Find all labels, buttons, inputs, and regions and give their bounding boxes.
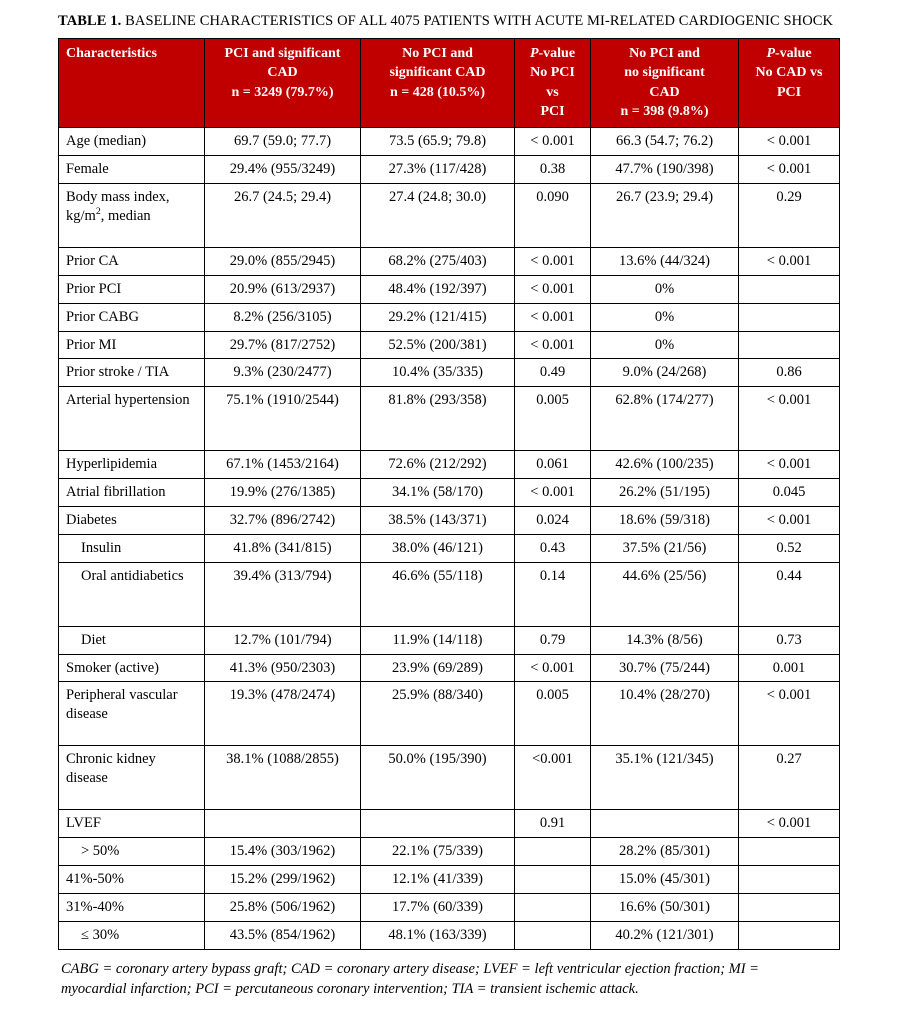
column-header-0 <box>59 39 205 128</box>
table-cell: 18.6% (59/318) <box>591 506 739 534</box>
table-cell: < 0.001 <box>739 387 840 451</box>
column-header-line: P-value <box>766 46 812 62</box>
row-label: Prior CABG <box>59 303 205 331</box>
column-header-line: PCI <box>540 104 565 120</box>
row-label: Age (median) <box>59 128 205 156</box>
table-cell: 0.005 <box>515 682 591 746</box>
table-cell <box>739 866 840 894</box>
column-header-1 <box>205 39 361 128</box>
table-cell: 27.4 (24.8; 30.0) <box>361 184 515 248</box>
table-cell: 9.0% (24/268) <box>591 359 739 387</box>
table-cell: 0.14 <box>515 562 591 626</box>
table-cell: 41.3% (950/2303) <box>205 654 361 682</box>
column-header-line: No PCI <box>530 65 575 81</box>
table-cell: 66.3 (54.7; 76.2) <box>591 128 739 156</box>
row-label: 41%-50% <box>59 866 205 894</box>
table-cell: 32.7% (896/2742) <box>205 506 361 534</box>
row-label: LVEF <box>59 810 205 838</box>
table-cell: 0.024 <box>515 506 591 534</box>
table-footnote: CABG = coronary artery bypass graft; CAD = coronary artery disease; LVEF = left ventricular ejection fraction; MI = myocardial infarction; PCI = percutaneous coronary intervention; TIA = transient ischemic attack. <box>61 960 759 997</box>
table-cell: 0.090 <box>515 184 591 248</box>
row-label: Hyperlipidemia <box>59 451 205 479</box>
table-cell: 25.9% (88/340) <box>361 682 515 746</box>
table-cell: < 0.001 <box>739 506 840 534</box>
table-cell: 23.9% (69/289) <box>361 654 515 682</box>
table-row <box>59 331 840 359</box>
column-header-line: Characteristics <box>66 46 157 62</box>
table-cell: 26.7 (23.9; 29.4) <box>591 184 739 248</box>
table-cell: 26.7 (24.5; 29.4) <box>205 184 361 248</box>
table-cell: 41.8% (341/815) <box>205 534 361 562</box>
row-label: Smoker (active) <box>59 654 205 682</box>
table-cell: < 0.001 <box>739 248 840 276</box>
column-header-line: n = 398 (9.8%) <box>620 104 709 120</box>
table-cell: 35.1% (121/345) <box>591 746 739 810</box>
table-cell: 0.43 <box>515 534 591 562</box>
table-caption <box>58 12 840 31</box>
column-header-line: P-value <box>529 46 576 62</box>
table-cell: 8.2% (256/3105) <box>205 303 361 331</box>
table-cell: 17.7% (60/339) <box>361 893 515 921</box>
column-header-4 <box>591 39 739 128</box>
table-caption-label: TABLE 1. <box>58 13 122 29</box>
table-cell: 15.4% (303/1962) <box>205 838 361 866</box>
table-caption-text: BASELINE CHARACTERISTICS OF ALL 4075 PATIENTS WITH ACUTE MI-RELATED CARDIOGENIC SHOCK <box>121 13 834 29</box>
row-label: Prior CA <box>59 248 205 276</box>
table-row <box>59 893 840 921</box>
table-cell: 62.8% (174/277) <box>591 387 739 451</box>
column-header-line: significant CAD <box>389 65 486 81</box>
table-cell: < 0.001 <box>739 682 840 746</box>
table-row <box>59 275 840 303</box>
table-row <box>59 479 840 507</box>
table-row <box>59 866 840 894</box>
column-header-line: no significant <box>624 65 705 81</box>
row-label: Diabetes <box>59 506 205 534</box>
table-cell: 13.6% (44/324) <box>591 248 739 276</box>
row-label: Prior MI <box>59 331 205 359</box>
table-cell: 0% <box>591 331 739 359</box>
table-cell: 12.7% (101/794) <box>205 626 361 654</box>
table-cell: 44.6% (25/56) <box>591 562 739 626</box>
table-cell: 29.2% (121/415) <box>361 303 515 331</box>
table-cell: 43.5% (854/1962) <box>205 921 361 949</box>
table-row <box>59 248 840 276</box>
table-cell <box>739 331 840 359</box>
row-label: Atrial fibrillation <box>59 479 205 507</box>
table-cell: 81.8% (293/358) <box>361 387 515 451</box>
table-cell: < 0.001 <box>515 654 591 682</box>
table-row <box>59 921 840 949</box>
table-cell: 27.3% (117/428) <box>361 156 515 184</box>
baseline-characteristics-table <box>58 38 840 949</box>
row-label: Arterial hypertension <box>59 387 205 451</box>
table-cell: 11.9% (14/118) <box>361 626 515 654</box>
table-cell: 0.49 <box>515 359 591 387</box>
table-row <box>59 303 840 331</box>
table-cell: 10.4% (28/270) <box>591 682 739 746</box>
row-label: Oral antidiabetics <box>59 562 205 626</box>
table-cell: 39.4% (313/794) <box>205 562 361 626</box>
table-cell <box>205 810 361 838</box>
table-cell: < 0.001 <box>739 128 840 156</box>
table-cell: < 0.001 <box>515 128 591 156</box>
table-cell: 0.061 <box>515 451 591 479</box>
table-row <box>59 387 840 451</box>
table-cell: 0.86 <box>739 359 840 387</box>
table-cell: 0.44 <box>739 562 840 626</box>
table-row <box>59 359 840 387</box>
column-header-line: No PCI and <box>629 46 700 62</box>
table-cell: 29.4% (955/3249) <box>205 156 361 184</box>
row-label: Chronic kidney disease <box>59 746 205 810</box>
table-cell: 30.7% (75/244) <box>591 654 739 682</box>
table-cell: < 0.001 <box>515 479 591 507</box>
table-row <box>59 810 840 838</box>
table-row <box>59 506 840 534</box>
table-row <box>59 562 840 626</box>
row-label: Diet <box>59 626 205 654</box>
row-label: ≤ 30% <box>59 921 205 949</box>
table-cell: 46.6% (55/118) <box>361 562 515 626</box>
table-row <box>59 156 840 184</box>
table-cell: 0.29 <box>739 184 840 248</box>
table-cell: 0.045 <box>739 479 840 507</box>
table-cell: < 0.001 <box>515 303 591 331</box>
table-cell: 50.0% (195/390) <box>361 746 515 810</box>
table-cell: 38.5% (143/371) <box>361 506 515 534</box>
table-row <box>59 682 840 746</box>
row-label: Peripheral vascular disease <box>59 682 205 746</box>
table-row <box>59 626 840 654</box>
column-header-line: PCI and significant <box>224 46 341 62</box>
table-cell: 38.0% (46/121) <box>361 534 515 562</box>
column-header-line: n = 3249 (79.7%) <box>231 84 334 100</box>
row-label: Insulin <box>59 534 205 562</box>
table-cell: 29.0% (855/2945) <box>205 248 361 276</box>
table-header <box>59 39 840 128</box>
table-header-row <box>59 39 840 128</box>
table-cell: < 0.001 <box>739 810 840 838</box>
italic-p: P <box>766 46 775 62</box>
column-header-line: vs <box>546 84 559 100</box>
table-cell: 75.1% (1910/2544) <box>205 387 361 451</box>
column-header-line: CAD <box>649 84 680 100</box>
table-cell: 40.2% (121/301) <box>591 921 739 949</box>
table-cell: < 0.001 <box>739 156 840 184</box>
table-cell: 28.2% (85/301) <box>591 838 739 866</box>
table-cell: < 0.001 <box>515 331 591 359</box>
table-cell: 38.1% (1088/2855) <box>205 746 361 810</box>
table-cell: 0.27 <box>739 746 840 810</box>
table-row <box>59 534 840 562</box>
table-cell <box>515 866 591 894</box>
row-label: Female <box>59 156 205 184</box>
table-cell <box>591 810 739 838</box>
table-cell: 48.1% (163/339) <box>361 921 515 949</box>
table-cell: 48.4% (192/397) <box>361 275 515 303</box>
column-header-line: n = 428 (10.5%) <box>389 84 486 100</box>
table-cell <box>739 893 840 921</box>
table-row <box>59 451 840 479</box>
italic-p: P <box>529 46 539 62</box>
table-cell: 72.6% (212/292) <box>361 451 515 479</box>
table-cell: < 0.001 <box>515 275 591 303</box>
row-label: Prior stroke / TIA <box>59 359 205 387</box>
table-cell: 42.6% (100/235) <box>591 451 739 479</box>
table-row <box>59 746 840 810</box>
table-cell: 0.79 <box>515 626 591 654</box>
table-row <box>59 838 840 866</box>
table-cell: 15.0% (45/301) <box>591 866 739 894</box>
table-cell: 69.7 (59.0; 77.7) <box>205 128 361 156</box>
row-label: 31%-40% <box>59 893 205 921</box>
table-cell <box>515 838 591 866</box>
table-cell: 19.3% (478/2474) <box>205 682 361 746</box>
table-cell <box>515 921 591 949</box>
table-row <box>59 128 840 156</box>
table-cell: 9.3% (230/2477) <box>205 359 361 387</box>
table-cell: 0.001 <box>739 654 840 682</box>
table-row <box>59 184 840 248</box>
row-label: > 50% <box>59 838 205 866</box>
table-cell: 15.2% (299/1962) <box>205 866 361 894</box>
column-header-5 <box>739 39 840 128</box>
table-cell: 12.1% (41/339) <box>361 866 515 894</box>
column-header-2 <box>361 39 515 128</box>
table-cell: 67.1% (1453/2164) <box>205 451 361 479</box>
table-cell: 0% <box>591 303 739 331</box>
table-cell <box>361 810 515 838</box>
table-cell: 19.9% (276/1385) <box>205 479 361 507</box>
table-cell: 22.1% (75/339) <box>361 838 515 866</box>
table-cell <box>739 303 840 331</box>
table-cell: < 0.001 <box>515 248 591 276</box>
row-label: Prior PCI <box>59 275 205 303</box>
table-cell: 34.1% (58/170) <box>361 479 515 507</box>
table-cell: 0.73 <box>739 626 840 654</box>
table-cell: 0.91 <box>515 810 591 838</box>
column-header-line: No CAD vs <box>755 65 823 81</box>
table-cell <box>739 838 840 866</box>
table-row <box>59 654 840 682</box>
table-cell: 0.38 <box>515 156 591 184</box>
table-cell: 20.9% (613/2937) <box>205 275 361 303</box>
table-cell <box>739 921 840 949</box>
table-cell: 37.5% (21/56) <box>591 534 739 562</box>
table-cell: 47.7% (190/398) <box>591 156 739 184</box>
table-cell <box>739 275 840 303</box>
table-cell: 0% <box>591 275 739 303</box>
column-header-3 <box>515 39 591 128</box>
table-cell: 52.5% (200/381) <box>361 331 515 359</box>
column-header-line: PCI <box>776 84 802 100</box>
table-body <box>59 128 840 949</box>
table-cell: 25.8% (506/1962) <box>205 893 361 921</box>
table-cell: 16.6% (50/301) <box>591 893 739 921</box>
row-label: Body mass index, $kg/m^2$, median <box>59 184 205 248</box>
table-cell: 10.4% (35/335) <box>361 359 515 387</box>
table-cell: 0.52 <box>739 534 840 562</box>
table-cell: 29.7% (817/2752) <box>205 331 361 359</box>
table-cell: < 0.001 <box>739 451 840 479</box>
column-header-line: No PCI and <box>402 46 473 62</box>
table-cell: 26.2% (51/195) <box>591 479 739 507</box>
table-cell: 68.2% (275/403) <box>361 248 515 276</box>
table-cell: 73.5 (65.9; 79.8) <box>361 128 515 156</box>
table-cell: 0.005 <box>515 387 591 451</box>
column-header-line: CAD <box>267 65 298 81</box>
table-cell: 14.3% (8/56) <box>591 626 739 654</box>
table-cell: <0.001 <box>515 746 591 810</box>
table-cell <box>515 893 591 921</box>
